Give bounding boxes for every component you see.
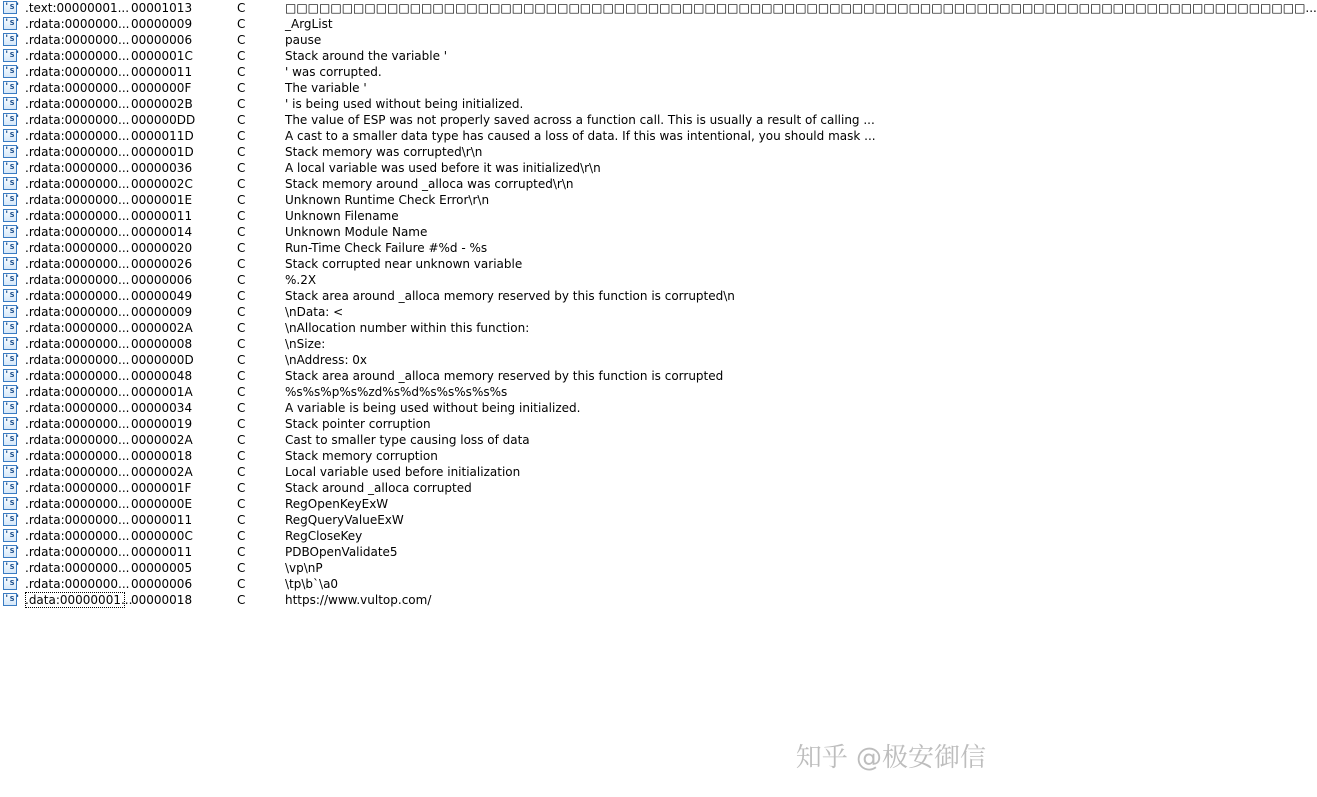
type-cell: C [237, 417, 246, 431]
length-cell: 00000011 [131, 65, 193, 79]
string-icon: 's' [4, 418, 21, 428]
string-icon: 's' [4, 402, 21, 412]
string-icon: 's' [4, 386, 21, 396]
length-cell: 00000006 [131, 577, 193, 591]
string-icon: 's' [4, 450, 21, 460]
length-cell: 0000000C [131, 529, 193, 543]
string-cell: \tp\b`\a0 [285, 577, 339, 591]
length-cell: 00000011 [131, 545, 193, 559]
length-cell: 00000008 [131, 337, 193, 351]
string-cell: Stack area around _alloca memory reserved by this function is corrupted\n [285, 289, 735, 303]
length-cell: 0000002A [131, 433, 193, 447]
address-cell: .rdata:0000000... [25, 97, 130, 111]
length-cell: 00000048 [131, 369, 193, 383]
length-cell: 0000011D [131, 129, 194, 143]
string-cell: PDBOpenValidate5 [285, 545, 398, 559]
address-cell: .rdata:0000000... [25, 401, 130, 415]
address-cell: .rdata:0000000... [25, 177, 130, 191]
string-icon: 's' [4, 210, 21, 220]
string-icon: 's' [4, 146, 21, 156]
string-icon: 's' [4, 306, 21, 316]
type-cell: C [237, 81, 246, 95]
string-icon: 's' [4, 482, 21, 492]
table-row[interactable] [2, 480, 1012, 496]
type-cell: C [237, 497, 246, 511]
string-icon: 's' [4, 466, 21, 476]
table-row[interactable] [2, 32, 1012, 48]
length-cell: 00000018 [131, 593, 193, 607]
string-cell: ' was corrupted. [285, 65, 382, 79]
address-cell: .rdata:0000000... [25, 337, 130, 351]
table-row[interactable] [2, 592, 1012, 608]
address-cell: .rdata:0000000... [25, 561, 130, 575]
address-cell: .rdata:0000000... [25, 465, 130, 479]
table-row[interactable] [2, 336, 1012, 352]
table-row[interactable] [2, 208, 1012, 224]
table-row[interactable] [2, 176, 1012, 192]
length-cell: 0000002C [131, 177, 193, 191]
length-cell: 00000009 [131, 305, 193, 319]
address-cell: .data:00000001... [25, 593, 133, 607]
type-cell: C [237, 321, 246, 335]
type-cell: C [237, 273, 246, 287]
string-cell: Stack pointer corruption [285, 417, 431, 431]
length-cell: 0000000F [131, 81, 192, 95]
string-cell: Unknown Runtime Check Error\r\n [285, 193, 490, 207]
table-row[interactable] [2, 288, 1012, 304]
string-icon: 's' [4, 226, 21, 236]
string-cell: Local variable used before initialization [285, 465, 521, 479]
table-row[interactable] [2, 320, 1012, 336]
table-row[interactable] [2, 160, 1012, 176]
string-icon: 's' [4, 514, 21, 524]
type-cell: C [237, 145, 246, 159]
string-cell: Stack memory was corrupted\r\n [285, 145, 483, 159]
string-cell: \nAllocation number within this function: [285, 321, 530, 335]
type-cell: C [237, 65, 246, 79]
address-cell: .rdata:0000000... [25, 161, 130, 175]
string-cell: \nSize: [285, 337, 326, 351]
table-row[interactable] [2, 0, 1317, 16]
type-cell: C [237, 305, 246, 319]
string-icon: 's' [4, 34, 21, 44]
string-cell: Stack around the variable ' [285, 49, 448, 63]
string-cell: Stack area around _alloca memory reserved by this function is corrupted [285, 369, 724, 383]
table-row[interactable] [2, 352, 1012, 368]
address-cell: .rdata:0000000... [25, 17, 130, 31]
table-row[interactable] [2, 432, 1012, 448]
type-cell: C [237, 593, 246, 607]
length-cell: 0000001F [131, 481, 192, 495]
table-row[interactable] [2, 80, 1012, 96]
address-cell: .rdata:0000000... [25, 433, 130, 447]
string-icon: 's' [4, 322, 21, 332]
address-cell: .rdata:0000000... [25, 49, 130, 63]
table-row[interactable] [2, 112, 1012, 128]
address-cell: .rdata:0000000... [25, 353, 130, 367]
string-cell: \vp\nP [285, 561, 323, 575]
address-cell: .rdata:0000000... [25, 209, 130, 223]
table-row[interactable] [2, 128, 1012, 144]
type-cell: C [237, 177, 246, 191]
string-icon: 's' [4, 162, 21, 172]
address-cell: .rdata:0000000... [25, 321, 130, 335]
string-icon: 's' [4, 50, 21, 60]
length-cell: 00000014 [131, 225, 193, 239]
table-row[interactable] [2, 496, 1012, 512]
type-cell: C [237, 257, 246, 271]
string-cell: %s%s%p%s%zd%s%d%s%s%s%s%s [285, 385, 508, 399]
address-cell: .rdata:0000000... [25, 225, 130, 239]
length-cell: 00000020 [131, 241, 193, 255]
string-icon: 's' [4, 130, 21, 140]
address-cell: .rdata:0000000... [25, 417, 130, 431]
table-row[interactable] [2, 416, 1012, 432]
length-cell: 00000019 [131, 417, 193, 431]
length-cell: 0000002A [131, 321, 193, 335]
length-cell: 00000006 [131, 33, 193, 47]
address-cell: .rdata:0000000... [25, 273, 130, 287]
table-row[interactable] [2, 272, 1012, 288]
table-row[interactable] [2, 192, 1012, 208]
type-cell: C [237, 353, 246, 367]
string-cell: Stack memory corruption [285, 449, 438, 463]
type-cell: C [237, 17, 246, 31]
type-cell: C [237, 577, 246, 591]
length-cell: 00000011 [131, 209, 193, 223]
table-row[interactable] [2, 512, 1012, 528]
length-cell: 0000000E [131, 497, 193, 511]
string-icon: 's' [4, 18, 21, 28]
address-cell: .rdata:0000000... [25, 481, 130, 495]
length-cell: 00001013 [131, 1, 193, 15]
table-row[interactable] [2, 464, 1012, 480]
string-cell: A local variable was used before it was initialized\r\n [285, 161, 601, 175]
string-icon: 's' [4, 242, 21, 252]
string-cell: \nData: < [285, 305, 344, 319]
table-row[interactable] [2, 400, 1012, 416]
address-cell: .rdata:0000000... [25, 577, 130, 591]
string-icon: 's' [4, 114, 21, 124]
table-row[interactable] [2, 96, 1012, 112]
length-cell: 00000009 [131, 17, 193, 31]
string-cell: RegOpenKeyExW [285, 497, 389, 511]
address-cell: .rdata:0000000... [25, 305, 130, 319]
string-cell: \nAddress: 0x [285, 353, 368, 367]
table-row[interactable] [2, 528, 1012, 544]
table-row[interactable] [2, 144, 1012, 160]
string-cell: Stack memory around _alloca was corrupted\r\n [285, 177, 574, 191]
string-icon: 's' [4, 98, 21, 108]
type-cell: C [237, 209, 246, 223]
string-cell: A variable is being used without being initialized. [285, 401, 581, 415]
type-cell: C [237, 465, 246, 479]
string-icon: 's' [4, 530, 21, 540]
length-cell: 00000026 [131, 257, 193, 271]
type-cell: C [237, 241, 246, 255]
string-icon: 's' [4, 434, 21, 444]
length-cell: 000000DD [131, 113, 196, 127]
length-cell: 00000018 [131, 449, 193, 463]
length-cell: 0000001D [131, 145, 194, 159]
type-cell: C [237, 513, 246, 527]
type-cell: C [237, 561, 246, 575]
string-cell: The variable ' [285, 81, 367, 95]
string-cell: A cast to a smaller data type has caused a loss of data. If this was intentional, you should mask ... [285, 129, 876, 143]
length-cell: 00000049 [131, 289, 193, 303]
address-cell: .rdata:0000000... [25, 289, 130, 303]
watermark: 知乎 @极安御信 [795, 743, 986, 773]
string-cell: Unknown Module Name [285, 225, 428, 239]
string-cell: pause [285, 33, 322, 47]
string-cell: RegCloseKey [285, 529, 363, 543]
table-row[interactable] [2, 368, 1012, 384]
string-icon: 's' [4, 258, 21, 268]
length-cell: 00000006 [131, 273, 193, 287]
type-cell: C [237, 369, 246, 383]
string-icon: 's' [4, 546, 21, 556]
table-row[interactable] [2, 384, 1012, 400]
table-row[interactable] [2, 448, 1012, 464]
table-row[interactable] [2, 560, 1012, 576]
address-cell: .rdata:0000000... [25, 513, 130, 527]
type-cell: C [237, 225, 246, 239]
address-cell: .rdata:0000000... [25, 257, 130, 271]
string-cell: Unknown Filename [285, 209, 399, 223]
type-cell: C [237, 129, 246, 143]
table-row[interactable] [2, 576, 1012, 592]
address-cell: .rdata:0000000... [25, 241, 130, 255]
string-icon: 's' [4, 498, 21, 508]
length-cell: 00000036 [131, 161, 193, 175]
table-row[interactable] [2, 48, 1012, 64]
type-cell: C [237, 449, 246, 463]
string-icon: 's' [4, 594, 21, 604]
table-row[interactable] [2, 16, 1012, 32]
table-row[interactable] [2, 64, 1012, 80]
table-row[interactable] [2, 256, 1012, 272]
length-cell: 0000002A [131, 465, 193, 479]
string-cell: Run-Time Check Failure #%d - %s [285, 241, 488, 255]
string-icon: 's' [4, 66, 21, 76]
type-cell: C [237, 433, 246, 447]
string-icon: 's' [4, 562, 21, 572]
string-cell: _ArgList [285, 17, 333, 31]
string-cell: Stack corrupted near unknown variable [285, 257, 523, 271]
type-cell: C [237, 113, 246, 127]
string-icon: 's' [4, 178, 21, 188]
table-row[interactable] [2, 304, 1012, 320]
length-cell: 0000000D [131, 353, 194, 367]
string-icon: 's' [4, 338, 21, 348]
type-cell: C [237, 545, 246, 559]
string-cell: https://www.vultop.com/ [285, 593, 432, 607]
address-cell: .rdata:0000000... [25, 545, 130, 559]
type-cell: C [237, 33, 246, 47]
type-cell: C [237, 1, 246, 15]
length-cell: 00000005 [131, 561, 193, 575]
address-cell: .rdata:0000000... [25, 65, 130, 79]
length-cell: 0000002B [131, 97, 193, 111]
length-cell: 00000011 [131, 513, 193, 527]
address-cell: .rdata:0000000... [25, 449, 130, 463]
string-icon: 's' [4, 370, 21, 380]
address-cell: .rdata:0000000... [25, 369, 130, 383]
type-cell: C [237, 529, 246, 543]
type-cell: C [237, 481, 246, 495]
table-row[interactable] [2, 544, 1012, 560]
address-cell: .rdata:0000000... [25, 497, 130, 511]
string-cell: Stack around _alloca corrupted [285, 481, 472, 495]
string-icon: 's' [4, 578, 21, 588]
address-cell: .rdata:0000000... [25, 529, 130, 543]
string-cell: RegQueryValueExW [285, 513, 404, 527]
address-cell: .rdata:0000000... [25, 145, 130, 159]
type-cell: C [237, 97, 246, 111]
string-cell: %.2X [285, 273, 317, 287]
string-icon: 's' [4, 290, 21, 300]
string-cell: Cast to smaller type causing loss of data [285, 433, 530, 447]
type-cell: C [237, 289, 246, 303]
address-cell: .text:00000001... [25, 1, 130, 15]
type-cell: C [237, 385, 246, 399]
string-icon: 's' [4, 82, 21, 92]
length-cell: 0000001C [131, 49, 193, 63]
table-row[interactable] [2, 240, 1012, 256]
type-cell: C [237, 161, 246, 175]
string-icon: 's' [4, 2, 21, 12]
type-cell: C [237, 401, 246, 415]
address-cell: .rdata:0000000... [25, 113, 130, 127]
type-cell: C [237, 49, 246, 63]
string-icon: 's' [4, 274, 21, 284]
address-cell: .rdata:0000000... [25, 385, 130, 399]
length-cell: 0000001E [131, 193, 193, 207]
string-cell: The value of ESP was not properly saved across a function call. This is usually a result of calling ... [285, 113, 875, 127]
length-cell: 0000001A [131, 385, 193, 399]
type-cell: C [237, 337, 246, 351]
strings-table [2, 0, 1317, 608]
string-cell: □□□□□□□□□□□□□□□□□□□□□□□□□□□□□□□□□□□□□□□□□□□□□□□□□□□□□□□□□□□□□□□□□□□□□□□□□□□□□□□□□□□□□□□□□□... [285, 1, 1317, 15]
string-icon: 's' [4, 194, 21, 204]
address-cell: .rdata:0000000... [25, 81, 130, 95]
address-cell: .rdata:0000000... [25, 193, 130, 207]
string-icon: 's' [4, 354, 21, 364]
address-cell: .rdata:0000000... [25, 129, 130, 143]
address-cell: .rdata:0000000... [25, 33, 130, 47]
type-cell: C [237, 193, 246, 207]
length-cell: 00000034 [131, 401, 193, 415]
string-cell: ' is being used without being initialized. [285, 97, 524, 111]
table-row[interactable] [2, 224, 1012, 240]
